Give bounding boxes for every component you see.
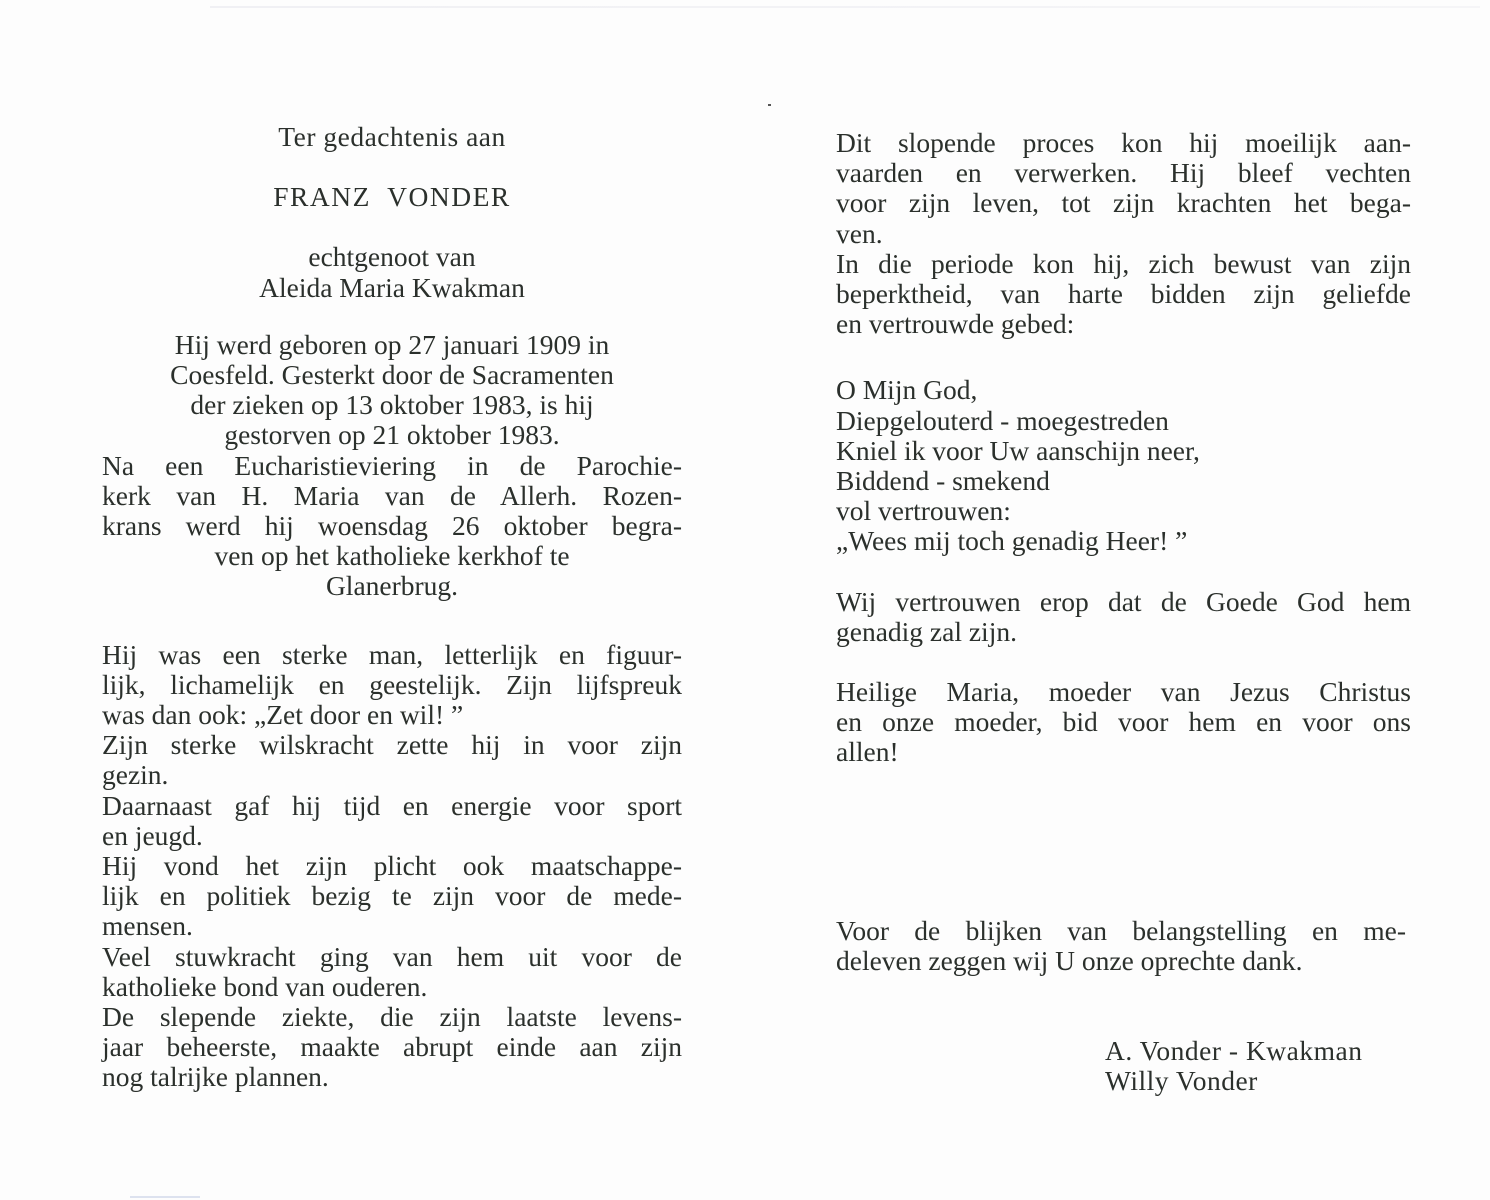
trait-line: Veel stuwkracht ging van hem uit voor de [102,940,682,972]
deceased-name: FRANZ VONDER [273,181,511,213]
bio-line: der zieken op 13 oktober 1983, is hij [190,389,594,421]
prayer-line: Biddend - smekend [836,465,1050,497]
trust-paragraph [836,587,1411,647]
fold-mark [768,104,771,106]
heading: Ter gedachtenis aan [278,121,506,152]
spouse-label: echtgenoot van [308,241,476,273]
bio-line: gestorven op 21 oktober 1983. [224,419,560,451]
prayer [836,375,1411,556]
left-panel [102,122,682,1093]
prayer-line: „Wees mij toch genadig Heer! ” [836,525,1188,557]
trait-line: De slepende ziekte, die zijn laatste levens- [102,1001,682,1033]
process-paragraph [836,128,1411,339]
trait-line: katholieke bond van ouderen. [102,970,428,1002]
trait-line: gezin. [102,759,169,791]
spouse-name: Aleida Maria Kwakman [259,271,525,303]
trait-line: mensen. [102,910,193,942]
prayer-line: Diepgelouterd - moegestreden [836,404,1169,436]
prayer-line: O Mijn God, [836,374,978,406]
trait-line: Hij was een sterke man, letterlijk en figuur- [102,638,682,670]
thanks-paragraph [836,916,1406,976]
trait-line: Zijn sterke wilskracht zette hij in voor zijn [102,729,682,761]
trait-line: nog talrijke plannen. [102,1061,329,1093]
trait-line: Daarnaast gaf hij tijd en energie voor sport [102,789,682,821]
prayer-line: Kniel ik voor Uw aanschijn neer, [836,434,1200,466]
process-line: en vertrouwde gebed: [836,308,1075,340]
trust-line: genadig zal zijn. [836,615,1017,647]
mary-line: allen! [836,736,899,768]
trait-line: was dan ook: „Zet door en wil! ” [102,699,464,731]
process-line: In die periode kon hij, zich bewust van zijn [836,247,1411,279]
process-line: ven. [836,217,883,249]
traits-paragraph [102,640,682,1093]
funeral-line: Na een Eucharistieviering in de Parochie- [102,449,682,481]
mary-paragraph [836,677,1411,768]
thanks-line: deleven zeggen wij U onze oprechte dank. [836,945,1303,977]
trait-line: jaar beheerste, maakte abrupt einde aan zijn [102,1031,682,1063]
signature-line: Willy Vonder [1105,1065,1258,1097]
signatures [1105,1036,1362,1096]
bio-line: Hij werd geboren op 27 januari 1909 in [174,328,610,360]
process-line: vaarden en verwerken. Hij bleef vechten [836,157,1411,189]
signature-line: A. Vonder - Kwakman [1105,1035,1363,1066]
process-line: beperktheid, van harte bidden zijn geliefde [836,278,1411,310]
process-line: Dit slopende proces kon hij moeilijk aan- [836,127,1411,158]
prayer-line: vol vertrouwen: [836,495,1011,527]
trait-line: en jeugd. [102,819,203,851]
bio-line: Coesfeld. Gesterkt door de Sacramenten [170,359,614,391]
trust-line: Wij vertrouwen erop dat de Goede God hem [836,585,1411,617]
trait-line: lijk, lichamelijk en geestelijk. Zijn lijfspreuk [102,668,682,700]
trait-line: lijk en politiek bezig te zijn voor de mede- [102,880,682,912]
funeral-line: Glanerbrug. [325,570,459,602]
process-line: voor zijn leven, tot zijn krachten het bega- [836,187,1411,219]
scan-edge-bottom [130,1196,200,1198]
bio-block [102,330,682,602]
scan-edge-top [210,6,1480,8]
mary-line: Heilige Maria, moeder van Jezus Christus [836,676,1411,708]
funeral-line: kerk van H. Maria van de Allerh. Rozen- [102,479,682,511]
thanks-line: Voor de blijken van belangstelling en me- [836,915,1406,946]
mary-line: en onze moeder, bid voor hem en voor ons [836,706,1411,738]
funeral-line: krans werd hij woensdag 26 oktober begra- [102,510,682,542]
trait-line: Hij vond het zijn plicht ook maatschappe- [102,850,682,882]
right-panel [836,128,1411,768]
funeral-line: ven op het katholieke kerkhof te [214,540,570,572]
spouse-block [102,242,682,302]
